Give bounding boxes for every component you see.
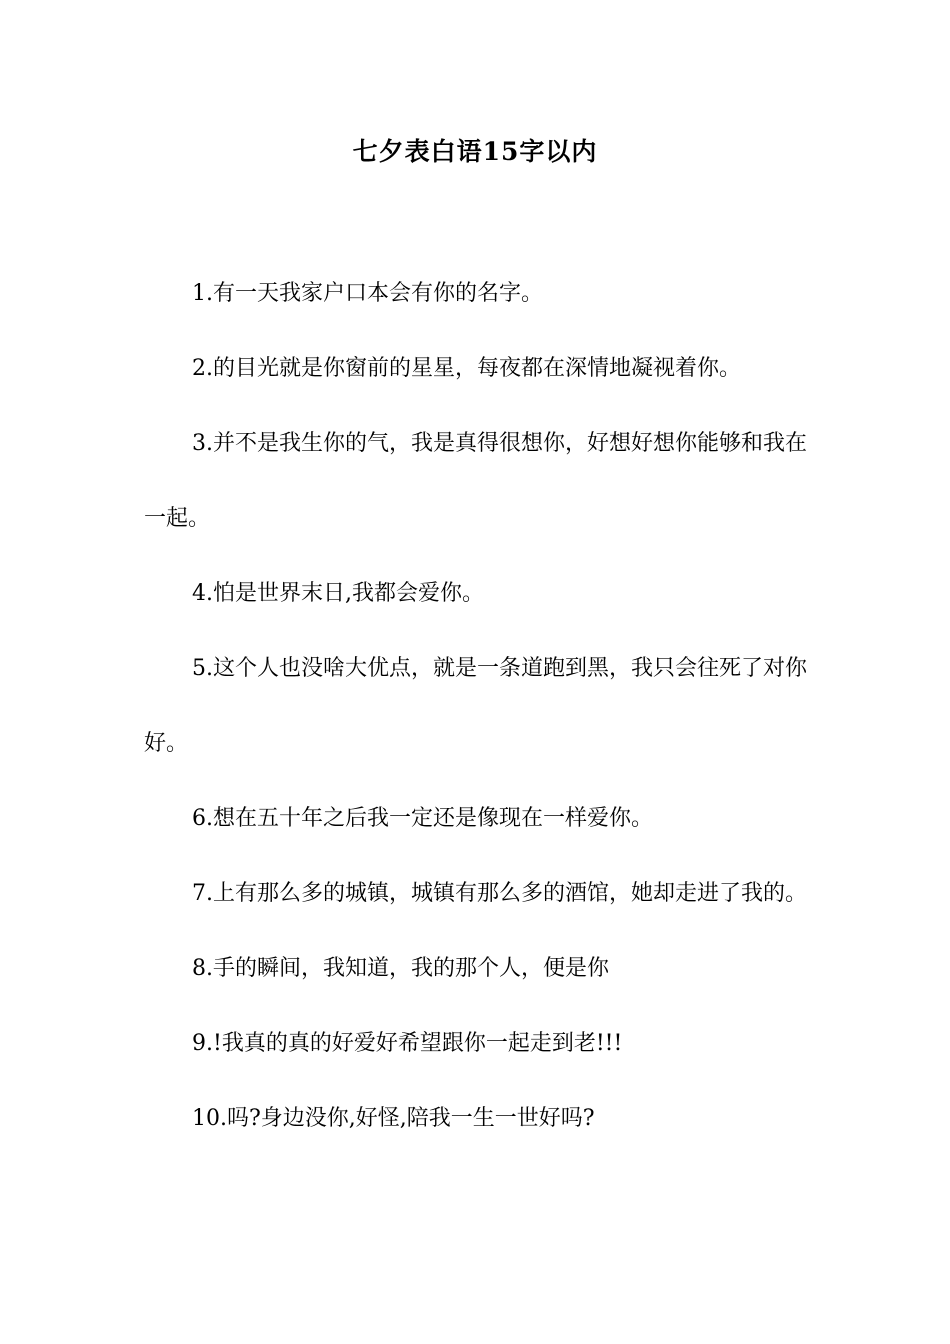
document-title: 七夕表白语15字以内 xyxy=(352,137,598,166)
paragraph-2: 2.的目光就是你窗前的星星，每夜都在深情地凝视着你。 xyxy=(192,356,741,381)
paragraph-3: 3.并不是我生你的气，我是真得很想你，好想好想你能够和我在一起。 xyxy=(144,431,807,531)
paragraph-6: 6.想在五十年之后我一定还是像现在一样爱你。 xyxy=(192,806,653,831)
paragraph-1: 1.有一天我家户口本会有你的名字。 xyxy=(192,281,543,306)
paragraph-5: 5.这个人也没啥大优点，就是一条道跑到黑，我只会往死了对你好。 xyxy=(144,656,807,756)
paragraph-4: 4.怕是世界末日,我都会爱你。 xyxy=(192,581,484,606)
paragraph-7: 7.上有那么多的城镇，城镇有那么多的酒馆，她却走进了我的。 xyxy=(192,881,807,906)
document-body xyxy=(144,256,808,1156)
paragraph-9: 9.!我真的真的好爱好希望跟你一起走到老!!! xyxy=(192,1031,623,1056)
paragraph-8: 8.手的瞬间，我知道，我的那个人，便是你 xyxy=(192,956,609,981)
paragraph-10: 10.吗?身边没你,好怪,陪我一生一世好吗? xyxy=(192,1106,595,1131)
